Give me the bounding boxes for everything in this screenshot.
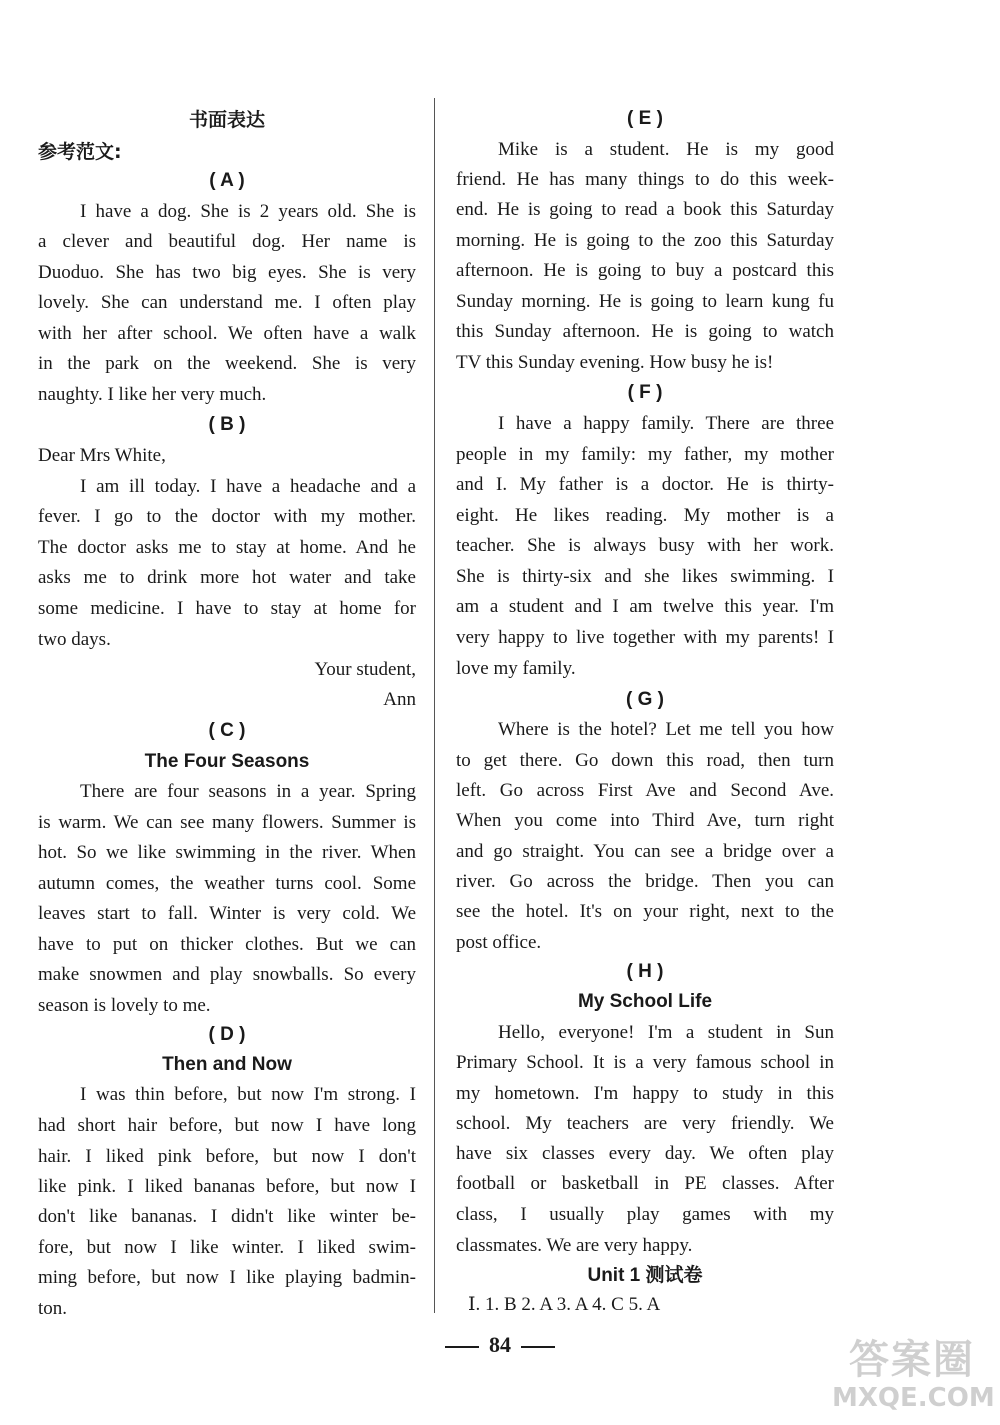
essay-a-line: lovely. She can understand me. I often play bbox=[38, 292, 416, 313]
essay-a-line: Duoduo. She has two big eyes. She is very bbox=[38, 262, 416, 283]
letter-signature: Ann bbox=[383, 689, 416, 710]
page-number-value: 84 bbox=[489, 1332, 511, 1357]
essay-e-line: this Sunday afternoon. He is going to watch bbox=[456, 321, 834, 342]
essay-a-line: in the park on the weekend. She is very bbox=[38, 353, 416, 374]
essay-a-label: ( A ) bbox=[209, 170, 245, 191]
page-number-dash-right bbox=[521, 1346, 555, 1348]
essay-a-line: naughty. I like her very much. bbox=[38, 384, 267, 405]
essay-a-line: a clever and beautiful dog. Her name is bbox=[38, 231, 416, 252]
page-number-dash-left bbox=[445, 1346, 479, 1348]
essay-b-label: ( B ) bbox=[208, 414, 246, 435]
essay-d-line: hair. I liked pink before, but now I don't bbox=[38, 1146, 416, 1167]
essay-h-line: football or basketball in PE classes. After bbox=[456, 1173, 834, 1194]
essay-d-line: ton. bbox=[38, 1298, 68, 1319]
essay-c-line: make snowmen and play snowballs. So every bbox=[38, 964, 416, 985]
essay-h-line: Hello, everyone! I'm a student in Sun bbox=[498, 1022, 834, 1043]
essay-d-line: like pink. I liked bananas before, but now I bbox=[38, 1176, 416, 1197]
answer-key-line: Ⅰ. 1. B 2. A 3. A 4. C 5. A bbox=[468, 1294, 661, 1315]
essay-b-line: The doctor asks me to stay at home. And he bbox=[38, 537, 416, 558]
essay-h-line: have six classes every day. We often play bbox=[456, 1143, 834, 1164]
essay-d-line: fore, but now I like winter. I liked swim- bbox=[38, 1237, 416, 1258]
essay-f-line: am a student and I am twelve this year. I'm bbox=[456, 596, 834, 617]
essay-c-line: hot. So we like swimming in the river. When bbox=[38, 842, 416, 863]
essay-b-line: fever. I go to the doctor with my mother. bbox=[38, 506, 416, 527]
essay-f-line: and I. My father is a doctor. He is thirty- bbox=[456, 474, 834, 495]
essay-h-line: classmates. We are very happy. bbox=[456, 1235, 693, 1256]
essay-h-line: school. My teachers are very friendly. We bbox=[456, 1113, 834, 1134]
essay-c-line: autumn comes, the weather turns cool. Some bbox=[38, 873, 416, 894]
essay-g-line: see the hotel. It's on your right, next to the bbox=[456, 901, 834, 922]
essay-a-line: with her after school. We often have a walk bbox=[38, 323, 416, 344]
essay-f-line: teacher. She is always busy with her work. bbox=[456, 535, 834, 556]
essay-e-line: end. He is going to read a book this Saturday bbox=[456, 199, 834, 220]
watermark-url: MXQE.COM bbox=[832, 1383, 995, 1413]
essay-h-label: ( H ) bbox=[626, 961, 664, 982]
essay-g-line: When you come into Third Ave, turn right bbox=[456, 810, 834, 831]
essay-c-line: There are four seasons in a year. Spring bbox=[80, 781, 416, 802]
essay-h-line: class, I usually play games with my bbox=[456, 1204, 834, 1225]
essay-d-line: had short hair before, but now I have long bbox=[38, 1115, 416, 1136]
essay-h-line: Primary School. It is a very famous school in bbox=[456, 1052, 834, 1073]
essay-b-line: asks me to drink more hot water and take bbox=[38, 567, 416, 588]
essay-g-line: Where is the hotel? Let me tell you how bbox=[498, 719, 834, 740]
essay-d-line: don't like bananas. I didn't like winter be- bbox=[38, 1206, 416, 1227]
essay-g-line: river. Go across the bridge. Then you can bbox=[456, 871, 834, 892]
column-divider bbox=[434, 98, 435, 1313]
essay-c-line: season is lovely to me. bbox=[38, 995, 211, 1016]
essay-e-line: afternoon. He is going to buy a postcard this bbox=[456, 260, 834, 281]
essay-f-line: people in my family: my father, my mother bbox=[456, 444, 834, 465]
essay-g-line: and go straight. You can see a bridge over a bbox=[456, 841, 834, 862]
essay-e-line: morning. He is going to the zoo this Saturday bbox=[456, 230, 834, 251]
essay-e-line: Mike is a student. He is my good bbox=[498, 139, 834, 160]
watermark-logo-text: 答案圈 bbox=[849, 1337, 975, 1383]
watermark-logo bbox=[832, 1337, 995, 1419]
essay-b-line: I am ill today. I have a headache and a bbox=[80, 476, 416, 497]
essay-f-label: ( F ) bbox=[627, 382, 663, 403]
essay-e-line: Sunday morning. He is going to learn kung fu bbox=[456, 291, 834, 312]
essay-f-line: I have a happy family. There are three bbox=[498, 413, 834, 434]
essay-g-line: post office. bbox=[456, 932, 542, 953]
essay-g-label: ( G ) bbox=[626, 689, 664, 710]
essay-e-line: friend. He has many things to do this week- bbox=[456, 169, 834, 190]
essay-f-line: She is thirty-six and she likes swimming. I bbox=[456, 566, 834, 587]
essay-c-line: leaves start to fall. Winter is very cold. We bbox=[38, 903, 416, 924]
essay-d-line: ming before, but now I like playing badmin- bbox=[38, 1267, 416, 1288]
essay-c-line: is warm. We can see many flowers. Summer is bbox=[38, 812, 416, 833]
essay-f-line: eight. He likes reading. My mother is a bbox=[456, 505, 834, 526]
section-title: 书面表达 bbox=[188, 109, 265, 131]
letter-closing: Your student, bbox=[314, 659, 416, 680]
essay-b-line: some medicine. I have to stay at home for bbox=[38, 598, 416, 619]
essay-d-title: Then and Now bbox=[162, 1054, 292, 1075]
essay-g-line: left. Go across First Ave and Second Ave. bbox=[456, 780, 834, 801]
unit-test-title: Unit 1 测试卷 bbox=[587, 1265, 703, 1286]
essay-d-line: I was thin before, but now I'm strong. I bbox=[80, 1084, 416, 1105]
essay-c-line: have to put on thicker clothes. But we can bbox=[38, 934, 416, 955]
essay-f-line: love my family. bbox=[456, 658, 576, 679]
essay-c-label: ( C ) bbox=[208, 720, 246, 741]
essay-h-line: my hometown. I'm happy to study in this bbox=[456, 1083, 834, 1104]
sample-label: 参考范文: bbox=[38, 141, 122, 163]
essay-g-line: to get there. Go down this road, then turn bbox=[456, 750, 834, 771]
essay-h-title: My School Life bbox=[577, 991, 713, 1012]
essay-c-title: The Four Seasons bbox=[144, 751, 310, 772]
essay-e-line: TV this Sunday evening. How busy he is! bbox=[456, 352, 774, 373]
letter-greeting: Dear Mrs White, bbox=[38, 445, 166, 466]
essay-e-label: ( E ) bbox=[627, 108, 663, 129]
essay-a-line: I have a dog. She is 2 years old. She is bbox=[80, 201, 416, 222]
essay-b-line: two days. bbox=[38, 629, 111, 650]
essay-f-line: very happy to live together with my parents! I bbox=[456, 627, 834, 648]
essay-d-label: ( D ) bbox=[208, 1024, 246, 1045]
